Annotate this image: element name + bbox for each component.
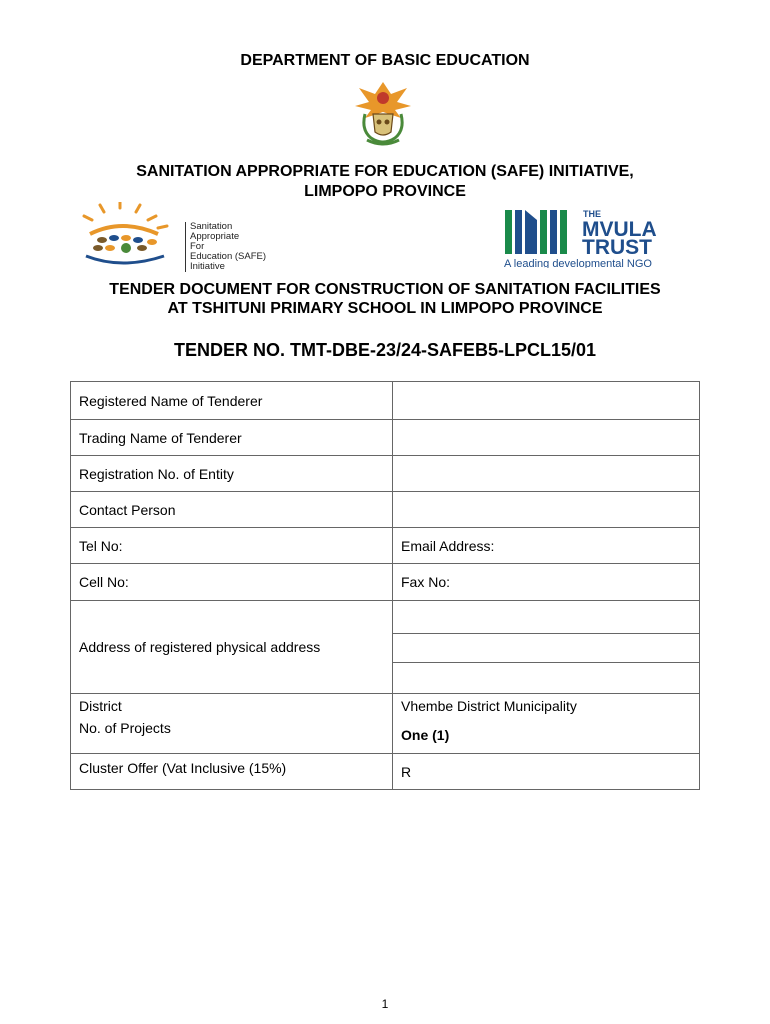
table-row <box>71 718 700 754</box>
table-row <box>71 492 700 528</box>
fax-no-label: Fax No: <box>393 564 700 601</box>
registration-no-label: Registration No. of Entity <box>71 456 393 492</box>
safe-line-for: For <box>190 241 205 252</box>
tenderer-details-table <box>70 381 700 790</box>
trading-name-field[interactable] <box>393 420 700 456</box>
tender-document-title <box>0 280 770 318</box>
table-row <box>71 564 700 601</box>
programme-heading <box>0 162 770 202</box>
registered-name-field[interactable] <box>393 382 700 420</box>
mvula-name-line-1: MVULA <box>582 218 657 241</box>
table-row <box>71 456 700 492</box>
mvula-name-line-2: TRUST <box>582 236 652 259</box>
tender-title-line-1: TENDER DOCUMENT FOR CONSTRUCTION OF SANITATION FACILITIES <box>109 281 661 298</box>
address-line-1-field[interactable] <box>393 601 700 634</box>
physical-address-label: Address of registered physical address <box>71 601 393 694</box>
registered-name-label: Registered Name of Tenderer <box>71 382 393 420</box>
registration-no-field[interactable] <box>393 456 700 492</box>
programme-line-2: LIMPOPO PROVINCE <box>304 183 466 200</box>
safe-line-initiative: Initiative <box>190 261 225 272</box>
safe-line-education: Education (SAFE) <box>190 251 267 262</box>
trading-name-label: Trading Name of Tenderer <box>71 420 393 456</box>
safe-line-sanitation: Sanitation <box>190 221 233 232</box>
page-number: 1 <box>381 997 389 1011</box>
email-address-label: Email Address: <box>393 528 700 564</box>
tender-title-line-2: AT TSHITUNI PRIMARY SCHOOL IN LIMPOPO PROVINCE <box>167 300 603 317</box>
cell-no-label: Cell No: <box>71 564 393 601</box>
table-row <box>71 382 700 420</box>
district-value: Vhembe District Municipality <box>393 694 700 718</box>
safe-line-appropriate: Appropriate <box>190 231 240 242</box>
tel-no-label: Tel No: <box>71 528 393 564</box>
coat-of-arms-logo <box>351 78 415 148</box>
cluster-offer-value[interactable]: R <box>393 754 700 790</box>
cluster-offer-label: Cluster Offer (Vat Inclusive (15%) <box>71 754 393 790</box>
table-row <box>71 528 700 564</box>
contact-person-field[interactable] <box>393 492 700 528</box>
contact-person-label: Contact Person <box>71 492 393 528</box>
mvula-tagline: A leading developmental NGO <box>504 258 652 268</box>
projects-label: No. of Projects <box>71 718 393 754</box>
mvula-the-text: THE <box>583 209 601 219</box>
projects-value: One (1) <box>393 718 700 754</box>
department-heading: DEPARTMENT OF BASIC EDUCATION <box>240 52 530 69</box>
table-row <box>71 694 700 718</box>
tender-number: TENDER NO. TMT-DBE-23/24-SAFEB5-LPCL15/01 <box>173 340 597 360</box>
address-line-2-field[interactable] <box>393 634 700 663</box>
safe-logo-wordmark <box>185 222 266 272</box>
programme-line-1: SANITATION APPROPRIATE FOR EDUCATION (SAFE) INITIATIVE, <box>136 163 634 180</box>
mvula-trust-logo <box>503 206 673 268</box>
table-row <box>71 601 700 634</box>
table-row <box>71 754 700 790</box>
address-line-3-field[interactable] <box>393 663 700 694</box>
table-row <box>71 420 700 456</box>
district-label: District <box>71 694 393 718</box>
